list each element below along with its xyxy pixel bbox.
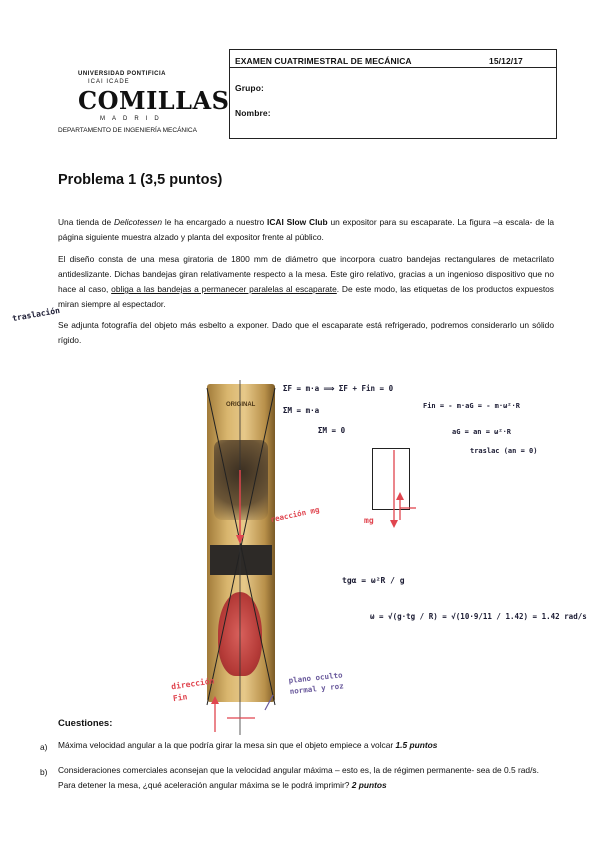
paragraph-1	[58, 215, 554, 245]
fbd-normal-head	[396, 492, 404, 500]
logo-university: UNIVERSIDAD PONTIFICIA	[78, 71, 167, 77]
question-a-text: Máxima velocidad angular a la que podría girar la mesa sin que el objeto empiece a volcar	[58, 740, 396, 750]
question-b	[58, 763, 554, 793]
question-a	[58, 738, 558, 753]
eq-3: ΣM = 0	[318, 426, 346, 435]
p2-text-a: El diseño consta de una mesa giratoria de 1800 mm de diámetro que incorpora cuatro bandejas rectangulares de metacrilato antideslizante. Dichas bandejas giran relativamente respecto a la mesa. Este giro relativo, gracias a un ingenioso dispositivo que no hace al caso,	[58, 254, 554, 294]
question-b-label: b)	[40, 767, 48, 777]
exam-title: EXAMEN CUATRIMESTRAL DE MECÁNICA	[235, 56, 412, 66]
eq-8: ω = √(g·tg / R) = √(10·9/11 / 1.42) = 1.42 rad/s	[370, 612, 587, 621]
margin-note: traslación	[11, 305, 61, 324]
p1-bold: ICAI Slow Club	[267, 217, 328, 227]
normal-arrow	[265, 695, 273, 710]
header-divider	[229, 67, 557, 68]
question-b-text: Consideraciones comerciales aconsejan que la velocidad angular máxima – esto es, la de régimen permanente- sea de 0.5 rad/s. Para detener la mesa, ¿qué aceleración angular máxima se le podrá imprimir?	[58, 765, 539, 790]
normal-note: plano oculto normal y roz	[288, 670, 345, 696]
paragraph-2	[58, 252, 554, 312]
exam-date: 15/12/17	[489, 56, 523, 66]
logo-comillas: COMILLAS	[78, 86, 230, 115]
fin-direction-note: dirección Fin	[170, 676, 215, 704]
p1-text-b: le ha encargado a nuestro	[161, 217, 268, 227]
fbd-mg-label: mg	[364, 516, 374, 525]
eq-6: traslac (an = 0)	[470, 447, 538, 455]
logo-madrid: MADRID	[100, 116, 166, 122]
eq-2: ΣM = m·a	[283, 406, 320, 415]
name-label: Nombre:	[235, 108, 271, 118]
question-b-points: 2 puntos	[351, 780, 387, 790]
department-name: DEPARTAMENTO DE INGENIERÍA MECÁNICA	[58, 127, 197, 134]
reaction-note: reacción mg	[269, 505, 321, 525]
eq-5: aG = an = ω²·R	[452, 428, 512, 436]
bottle-label: ORIGINAL	[226, 402, 256, 408]
eq-4: Fin = - m·aG = - m·ω²·R	[423, 402, 520, 410]
paragraph-3: Se adjunta fotografía del objeto más esbelto a exponer. Dado que el escaparate está refrigerado, podremos considerarlo un sólido rígido.	[58, 320, 554, 345]
fbd-weight-head	[390, 520, 398, 528]
p2-text-b: . De este modo, las etiquetas de los productos expuestos miran siempre al espectador.	[58, 284, 554, 309]
group-label: Grupo:	[235, 83, 264, 93]
p2-underline: obliga a las bandejas a permanecer paralelas al escaparate	[111, 284, 337, 294]
logo-icai-icade: ICAI ICADE	[88, 79, 130, 85]
eq-1: ΣF = m·a ⟹ ΣF + Fin = 0	[283, 384, 394, 393]
p1-text-a: Una tienda de	[58, 217, 115, 227]
question-a-label: a)	[40, 742, 48, 752]
p1-italic: Delicotessen	[114, 217, 162, 227]
eq-7: tgα = ω²R / g	[342, 576, 405, 585]
questions-heading: Cuestiones:	[58, 718, 113, 729]
question-a-points: 1.5 puntos	[395, 740, 438, 750]
p1-text-c: un expositor para su escaparate. La figura –a escala- de la página siguiente muestra alzado y planta del expositor frente al público.	[58, 217, 554, 242]
problem-title: Problema 1 (3,5 puntos)	[58, 172, 223, 188]
